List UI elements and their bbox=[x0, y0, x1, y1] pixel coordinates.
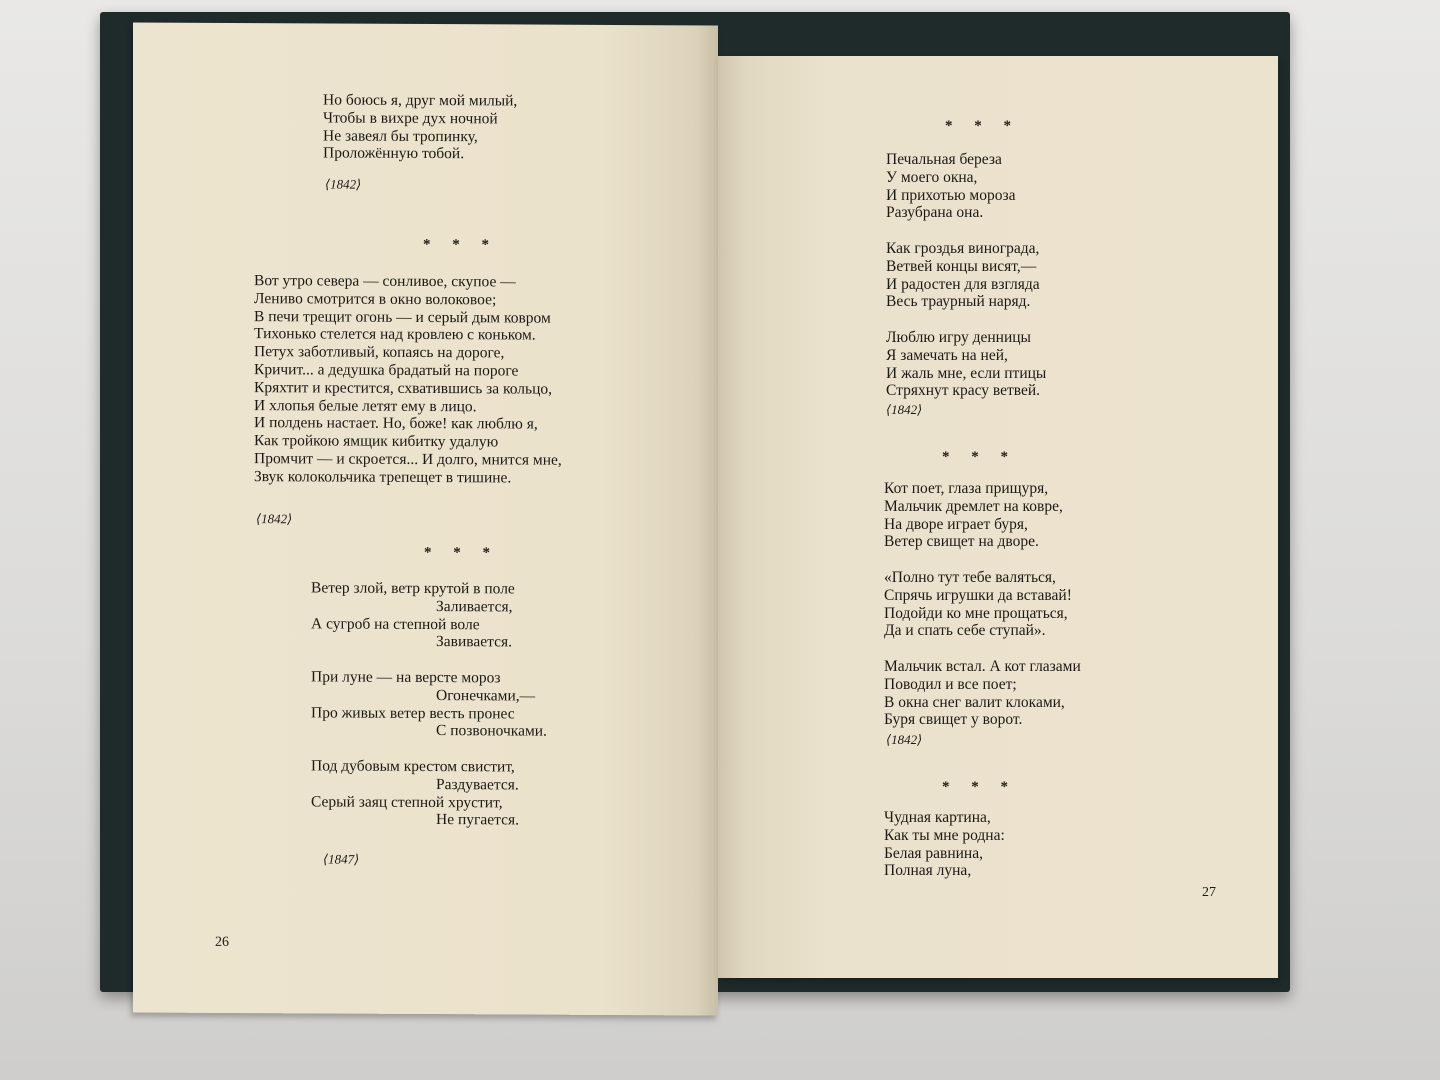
verse-line: Я замечать на ней, bbox=[886, 346, 1008, 364]
verse-line: Поводил и все поет; bbox=[884, 675, 1017, 693]
verse-line: Кричит... а дедушка брадатый на пороге bbox=[254, 361, 519, 380]
verse-line bbox=[884, 640, 1081, 658]
verse-line: Ветвей концы висят,— bbox=[886, 257, 1037, 275]
left-poem-3 bbox=[311, 579, 547, 829]
verse-line: На дворе играет буря, bbox=[884, 515, 1028, 533]
verse-line: И хлопья белые летят ему в лицо. bbox=[254, 396, 477, 415]
right-page-number: 27 bbox=[1202, 885, 1216, 900]
right-stars-3: * * * bbox=[942, 779, 1017, 795]
left-stars-2: * * * bbox=[424, 544, 499, 562]
verse-line bbox=[311, 651, 547, 670]
verse-line: Спрячь игрушки да вставай! bbox=[884, 586, 1072, 604]
verse-line: Весь траурный наряд. bbox=[886, 293, 1031, 311]
verse-line: И жаль мне, если птицы bbox=[886, 364, 1047, 382]
verse-line: Под дубовым крестом свистит, bbox=[311, 757, 515, 776]
verse-line: С позвоночками. bbox=[436, 722, 547, 741]
verse-line: Стряхнут красу ветвей. bbox=[886, 382, 1041, 400]
verse-line: Подойди ко мне прощаться, bbox=[884, 604, 1068, 622]
verse-line: Чтобы в вихре дух ночной bbox=[323, 109, 498, 128]
verse-line: Про живых ветер весть пронес bbox=[311, 703, 515, 723]
verse-line: Разубрана она. bbox=[886, 204, 984, 222]
verse-line: Как ты мне родна: bbox=[884, 826, 1005, 844]
verse-line: И радостен для взгляда bbox=[886, 275, 1040, 293]
verse-line: Тихонько стелется над кровлею с коньком. bbox=[254, 325, 536, 344]
verse-line: Огонечками,— bbox=[436, 686, 536, 705]
right-poem-2 bbox=[884, 480, 1081, 729]
verse-line: Мальчик дремлет на ковре, bbox=[884, 497, 1063, 515]
verse-line: У моего окна, bbox=[886, 168, 978, 186]
verse-line: Серый заяц степной хрустит, bbox=[311, 792, 503, 811]
verse-line: Заливается, bbox=[436, 597, 513, 616]
verse-line: И полдень настает. Но, боже! как люблю я, bbox=[254, 414, 538, 433]
right-page bbox=[718, 56, 1278, 978]
left-date-2: ⟨1842⟩ bbox=[256, 511, 293, 527]
right-date-2: ⟨1842⟩ bbox=[886, 732, 923, 747]
right-stars-2: * * * bbox=[942, 449, 1017, 465]
verse-line bbox=[886, 222, 1046, 240]
verse-line: Люблю игру денницы bbox=[886, 328, 1031, 346]
verse-line: Как тройкою ямщик кибитку удалую bbox=[254, 432, 499, 451]
left-date-3: ⟨1847⟩ bbox=[323, 851, 360, 867]
right-poem-1 bbox=[886, 151, 1046, 400]
left-page bbox=[133, 22, 718, 1015]
verse-line: А сугроб на степной воле bbox=[311, 614, 480, 633]
verse-line: В печи трещит огонь — и серый дым ковром bbox=[254, 307, 551, 327]
verse-line: Но боюсь я, друг мой милый, bbox=[323, 91, 518, 110]
left-date-1: ⟨1842⟩ bbox=[325, 176, 362, 192]
verse-line: «Полно тут тебе валяться, bbox=[884, 568, 1056, 586]
verse-line: Буря свищет у ворот. bbox=[884, 711, 1023, 729]
verse-line: Завивается. bbox=[436, 633, 512, 651]
right-stars-1: * * * bbox=[945, 118, 1020, 134]
verse-line: Не пугается. bbox=[436, 811, 519, 829]
verse-line: И прихотью мороза bbox=[886, 186, 1016, 204]
left-stars-1: * * * bbox=[423, 236, 498, 254]
verse-line bbox=[311, 740, 547, 759]
left-stanza-top bbox=[323, 91, 517, 163]
verse-line: Кот поет, глаза прищуря, bbox=[884, 480, 1049, 497]
verse-line: Мальчик встал. А кот глазами bbox=[884, 657, 1081, 675]
verse-line: Промчит — и скроется... И долго, мнится мне, bbox=[254, 450, 562, 469]
verse-line: Петух заботливый, копаясь на дороге, bbox=[254, 343, 505, 362]
left-poem-2 bbox=[254, 272, 562, 487]
verse-line: Белая равнина, bbox=[884, 844, 983, 862]
verse-line: Раздувается. bbox=[436, 775, 519, 794]
verse-line: Не завеял бы тропинку, bbox=[323, 127, 478, 145]
verse-line: Лениво смотрится в окно волоковое; bbox=[254, 289, 497, 309]
verse-line bbox=[886, 311, 1046, 329]
verse-line: Ветер свищет на дворе. bbox=[884, 533, 1039, 551]
verse-line: Печальная береза bbox=[886, 151, 1002, 168]
verse-line: Кряхтит и крестится, схватившись за кольцо, bbox=[254, 378, 553, 398]
left-page-number: 26 bbox=[215, 934, 229, 950]
verse-line: Проложённую тобой. bbox=[323, 144, 465, 163]
verse-line: Звук колокольчика трепещет в тишине. bbox=[254, 467, 512, 487]
verse-line bbox=[884, 551, 1081, 569]
verse-line: В окна снег валит клоками, bbox=[884, 693, 1065, 711]
right-poem-3 bbox=[884, 809, 1005, 880]
verse-line: Вот утро севера — сонливое, скупое — bbox=[254, 272, 516, 291]
verse-line: Ветер злой, ветр крутой в поле bbox=[311, 579, 515, 598]
verse-line: При луне — на версте мороз bbox=[311, 668, 501, 687]
right-date-1: ⟨1842⟩ bbox=[886, 402, 923, 417]
verse-line: Как гроздья винограда, bbox=[886, 239, 1040, 257]
verse-line: Чудная картина, bbox=[884, 809, 991, 826]
verse-line: Полная луна, bbox=[884, 862, 972, 880]
verse-line: Да и спать себе ступай». bbox=[884, 622, 1046, 640]
